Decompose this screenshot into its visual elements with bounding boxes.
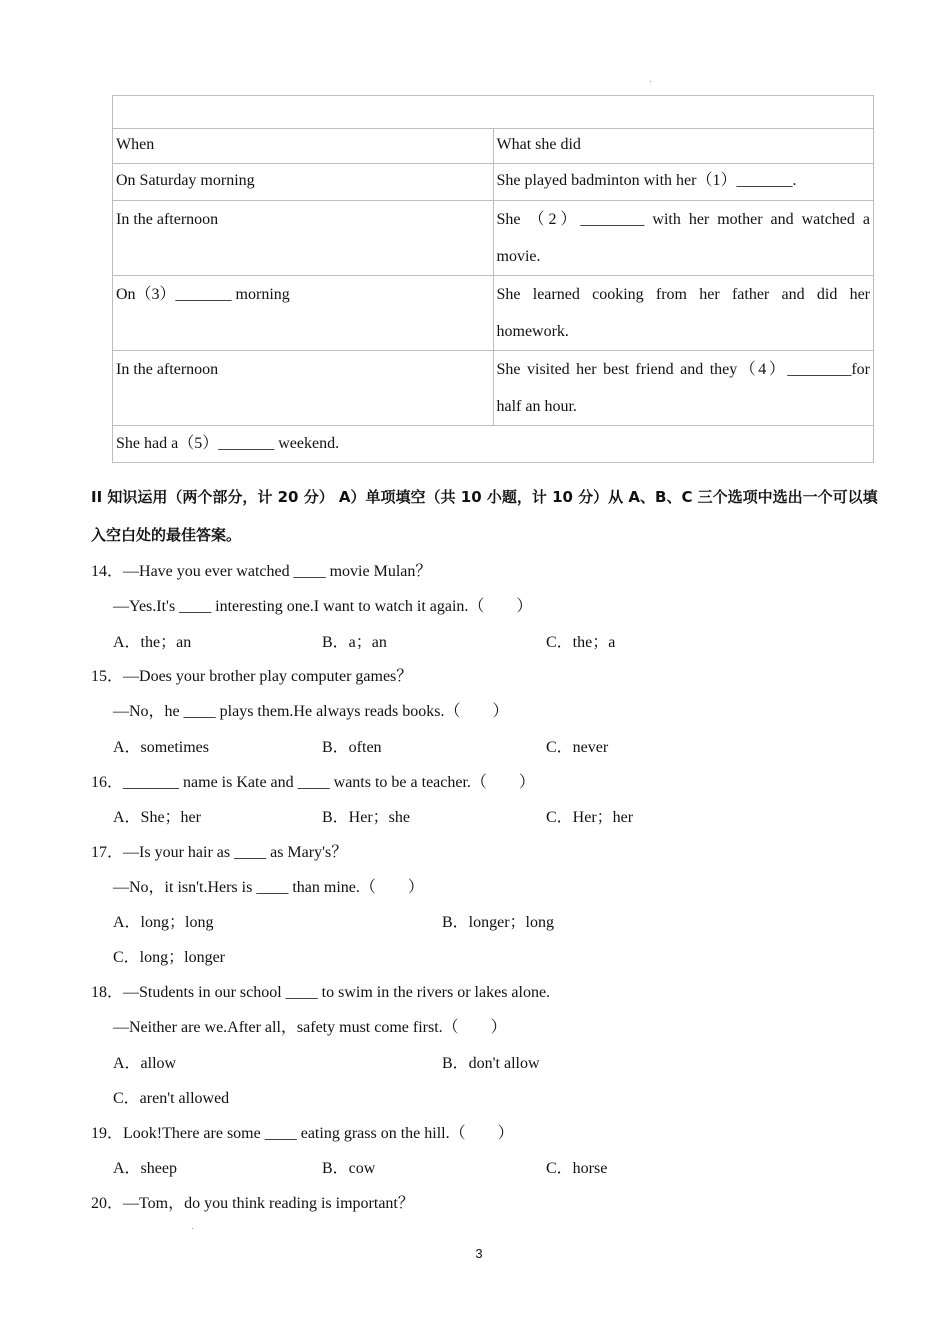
question-14-reply: —Yes.It's ____ interesting one.I want to watch it again.（ ）	[113, 598, 533, 615]
table-cell-what: She visited her best friend and they（4）________for half an hour.	[493, 351, 874, 426]
table-cell-what: She learned cooking from her father and did her homework.	[493, 276, 874, 351]
table-cell-when: In the afternoon	[113, 351, 494, 426]
table-header-when: When	[113, 129, 494, 164]
question-stem: —Have you ever watched ____ movie Mulan？	[123, 563, 432, 580]
page-number: 3	[475, 1246, 483, 1261]
option-c[interactable]: C．horse	[546, 1160, 608, 1177]
option-c[interactable]: C．the；a	[546, 634, 616, 651]
question-number: 20．	[91, 1195, 124, 1212]
table-cell-what: She played badminton with her（1）_______.	[493, 164, 874, 201]
question-stem: _______ name is Kate and ____ wants to be a teacher.（ ）	[123, 774, 535, 791]
question-15-reply: —No，he ____ plays them.He always reads books.（ ）	[113, 703, 509, 720]
option-a[interactable]: A．sometimes	[113, 739, 209, 756]
question-stem: Look!There are some ____ eating grass on the hill.（ ）	[123, 1125, 514, 1142]
question-stem: —Does your brother play computer games？	[123, 668, 413, 685]
question-number: 17．	[91, 844, 124, 861]
option-b[interactable]: B．longer；long	[442, 914, 554, 931]
question-14	[91, 558, 431, 581]
question-19	[91, 1120, 514, 1143]
table-cell-when: On（3）_______ morning	[113, 276, 494, 351]
table-cell-when: On Saturday morning	[113, 164, 494, 201]
table-cell-what: She （2）________ with her mother and watched a movie.	[493, 201, 874, 276]
question-number: 19．	[91, 1125, 124, 1142]
scan-speck	[650, 81, 651, 82]
option-b[interactable]: B．a；an	[322, 634, 387, 651]
question-stem: —Students in our school ____ to swim in the rivers or lakes alone.	[123, 984, 551, 1001]
section-heading: II 知识运用（两个部分，计 20 分） A）单项填空（共 10 小题，计 10 分）从 A、B、C 三个选项中选出一个可以填入空白处的最佳答案。	[91, 488, 878, 544]
table-empty-title-row	[113, 96, 874, 129]
question-stem: —Is your hair as ____ as Mary's？	[123, 844, 348, 861]
table-cell-when: In the afternoon	[113, 201, 494, 276]
option-b[interactable]: B．cow	[322, 1160, 376, 1177]
question-number: 15．	[91, 668, 124, 685]
question-number: 16．	[91, 774, 124, 791]
question-stem: —Tom，do you think reading is important？	[123, 1195, 414, 1212]
option-a[interactable]: A．the；an	[113, 634, 192, 651]
question-17	[91, 839, 347, 862]
question-18-reply: —Neither are we.After all，safety must come first.（ ）	[113, 1019, 507, 1036]
scan-speck	[192, 1228, 193, 1229]
question-15	[91, 663, 412, 686]
option-c[interactable]: C．aren't allowed	[113, 1090, 230, 1107]
table-summary-cell: She had a（5）_______ weekend.	[113, 426, 874, 463]
option-c[interactable]: C．Her；her	[546, 809, 634, 826]
question-18	[91, 979, 550, 1002]
question-20	[91, 1190, 414, 1213]
weekend-activity-table	[112, 95, 874, 463]
option-c[interactable]: C．never	[546, 739, 609, 756]
option-a[interactable]: A．sheep	[113, 1160, 177, 1177]
option-a[interactable]: A．allow	[113, 1055, 177, 1072]
option-b[interactable]: B．often	[322, 739, 382, 756]
option-b[interactable]: B．don't allow	[442, 1055, 540, 1072]
table-header-what: What she did	[493, 129, 874, 164]
option-a[interactable]: A．long；long	[113, 914, 214, 931]
question-16	[91, 769, 535, 792]
question-number: 18．	[91, 984, 124, 1001]
option-b[interactable]: B．Her；she	[322, 809, 410, 826]
question-number: 14．	[91, 563, 124, 580]
option-a[interactable]: A．She；her	[113, 809, 201, 826]
question-17-reply: —No，it isn't.Hers is ____ than mine.（ ）	[113, 879, 424, 896]
option-c[interactable]: C．long；longer	[113, 949, 225, 966]
